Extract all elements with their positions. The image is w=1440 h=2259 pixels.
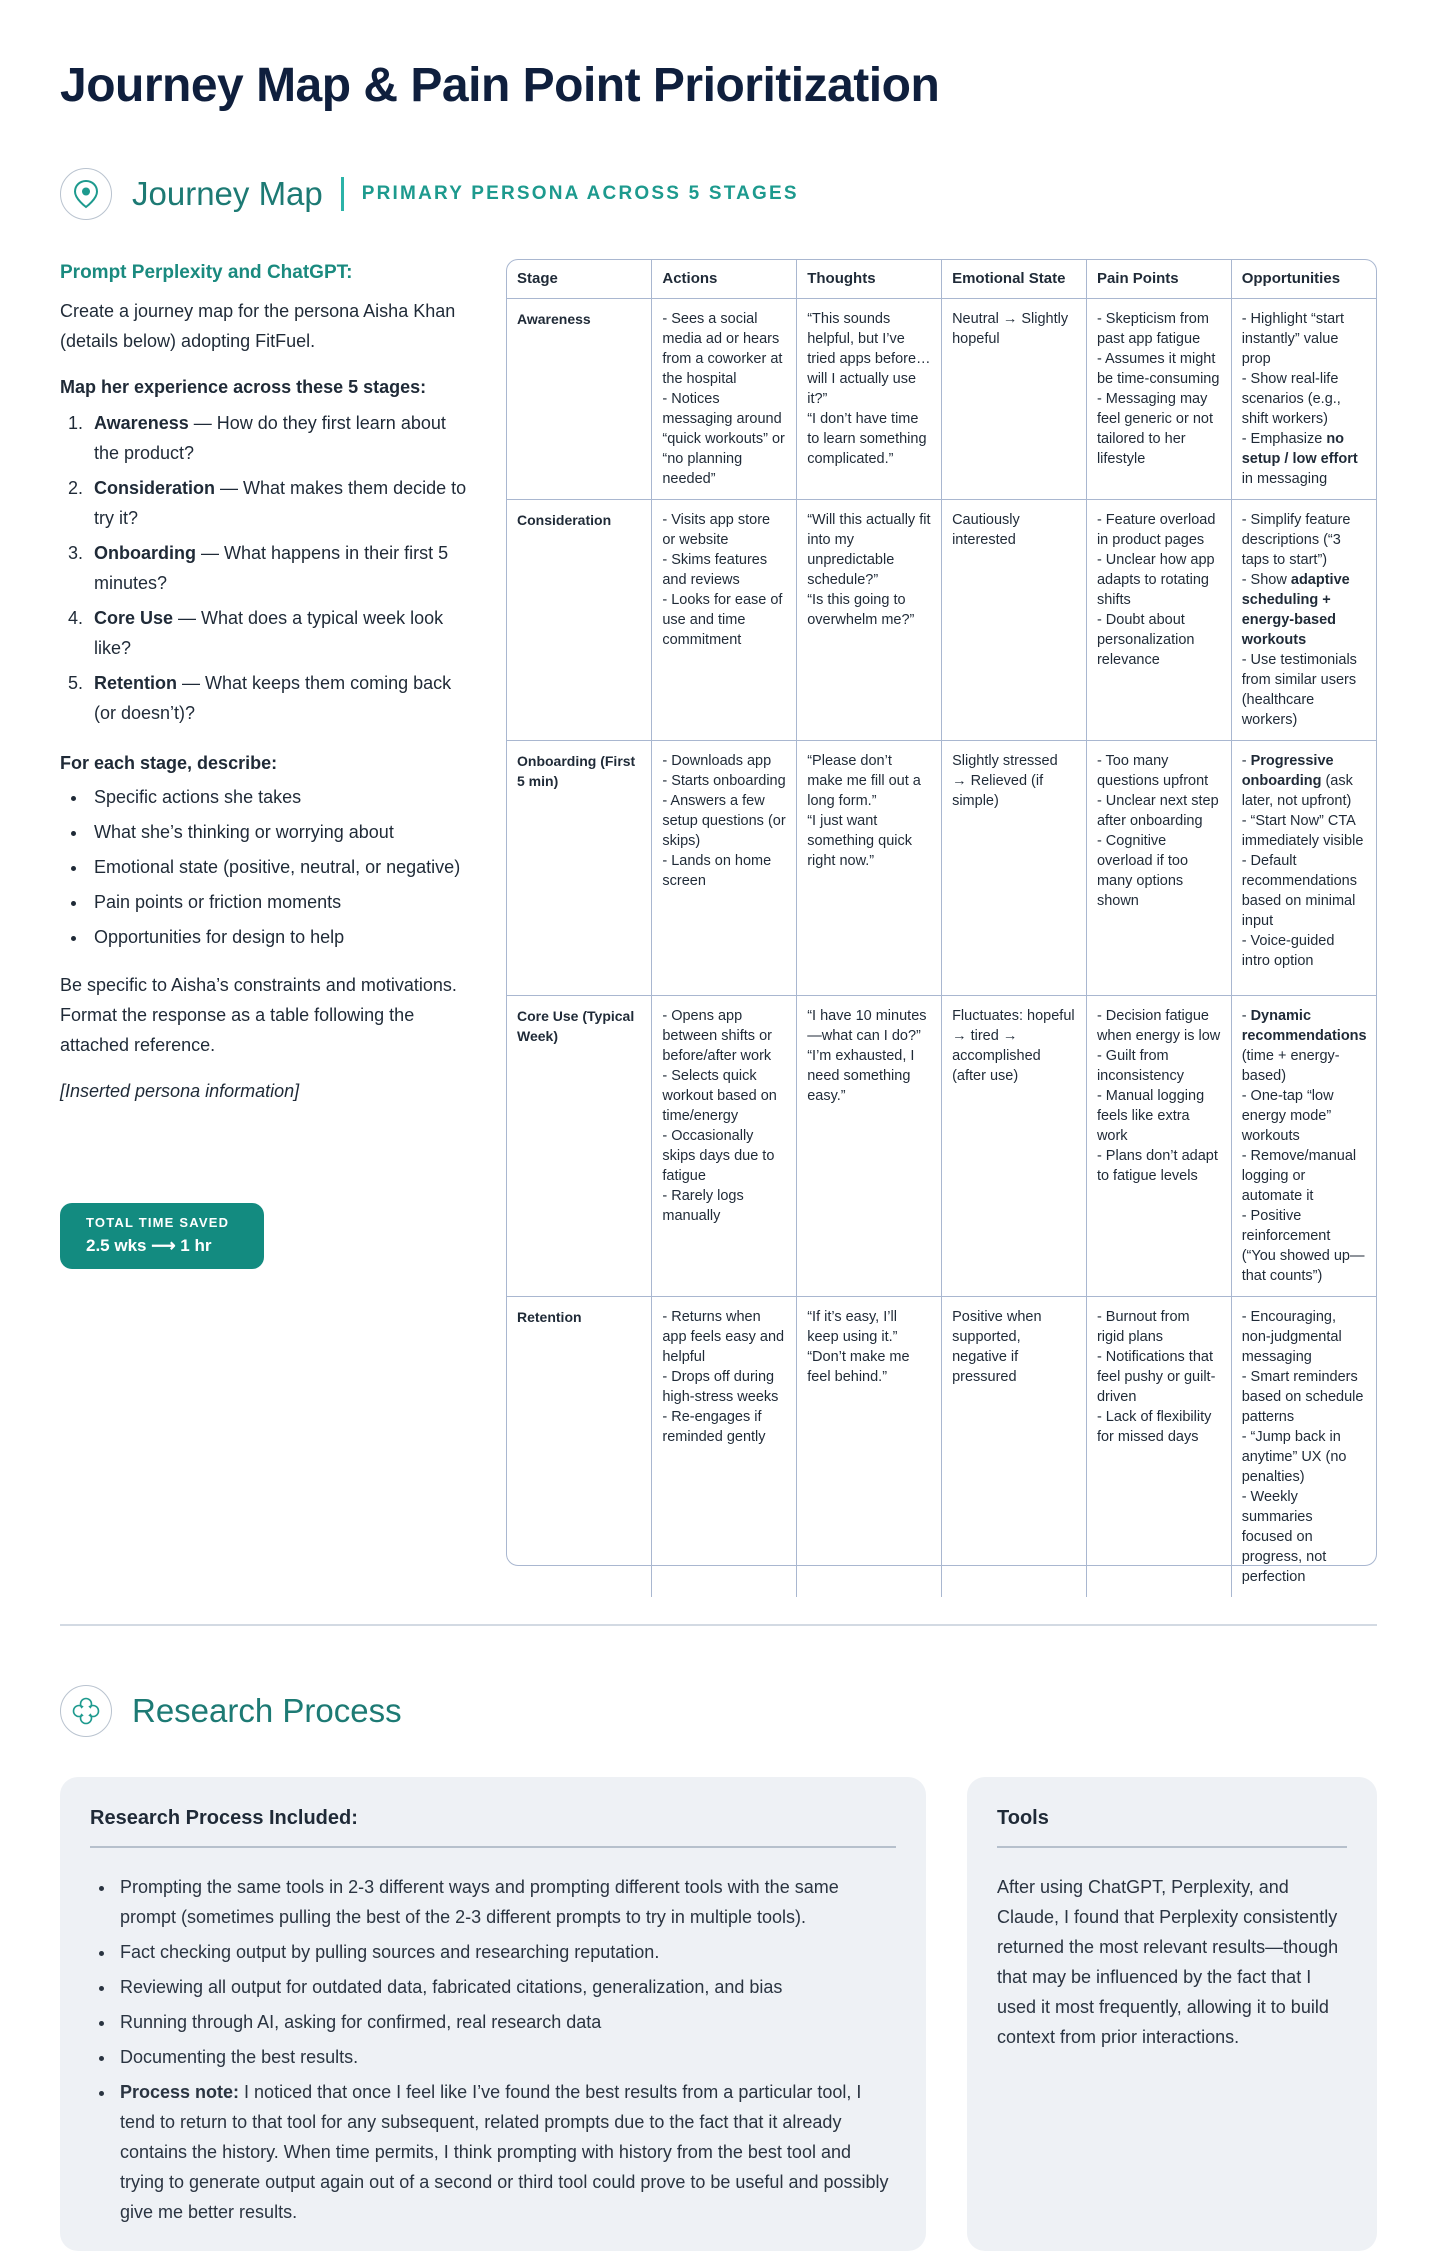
journey-map-subtitle: PRIMARY PERSONA ACROSS 5 STAGES xyxy=(361,183,799,204)
describe-heading: For each stage, describe: xyxy=(60,753,278,773)
actions-cell: - Downloads app - Starts onboarding - Answers a few setup questions (or skips) - Lands on home screen xyxy=(652,740,797,995)
research-section-header xyxy=(60,1685,402,1737)
stage-name: Consideration xyxy=(94,478,216,498)
table-row xyxy=(507,499,1376,740)
describe-item: • Specific actions she takes xyxy=(88,782,475,812)
badge-label: TOTAL TIME SAVED xyxy=(86,1215,230,1230)
research-list xyxy=(116,1872,896,2227)
emotion-cell: Slightly stressed → Relieved (if simple) xyxy=(942,740,1087,995)
research-process-title: Research Process xyxy=(132,1692,402,1729)
opportunities-cell: - Highlight “start instantly” value prop - Show real-life scenarios (e.g., shift workers) - Emphasize no setup / low effort in messaging xyxy=(1231,298,1376,499)
actions-cell: - Sees a social media ad or hears from a coworker at the hospital - Notices messaging around “quick workouts” or “no planning needed” xyxy=(652,298,797,499)
column-header: Stage xyxy=(507,260,652,298)
opportunities-cell: - Dynamic recommendations (time + energy-based) - One-tap “low energy mode” workouts - Remove/manual logging or automate it - Positive reinforcement (“You showed up—that counts”) xyxy=(1231,995,1376,1296)
stage-cell: Awareness xyxy=(507,298,652,499)
actions-cell: - Opens app between shifts or before/after work - Selects quick workout based on time/energy - Occasionally skips days due to fatigue - Rarely logs manually xyxy=(652,995,797,1296)
stage-name: Onboarding xyxy=(94,543,196,563)
badge-value: 2.5 wks ⟶ 1 hr xyxy=(86,1236,212,1255)
stage-question: — How do they first learn about the product? xyxy=(94,413,446,463)
table-row xyxy=(507,298,1376,499)
thoughts-cell: “Will this actually fit into my unpredictable schedule?” “Is this going to overwhelm me?” xyxy=(797,499,942,740)
location-pin-icon xyxy=(60,168,112,220)
thoughts-cell: “I have 10 minutes—what can I do?” “I’m exhausted, I need something easy.” xyxy=(797,995,942,1296)
thoughts-cell: “If it’s easy, I’ll keep using it.” “Don’t make me feel behind.” xyxy=(797,1296,942,1597)
actions-cell: - Visits app store or website - Skims features and reviews - Looks for ease of use and time commitment xyxy=(652,499,797,740)
research-item: • Running through AI, asking for confirmed, real research data xyxy=(116,2007,896,2037)
journey-map-table xyxy=(506,259,1377,1585)
prompt-closing: Be specific to Aisha’s constraints and motivations. Format the response as a table following the attached reference. xyxy=(60,975,457,1055)
prompt-column xyxy=(60,258,475,1122)
table-row xyxy=(507,1296,1376,1597)
stage-question: — What happens in their first 5 minutes? xyxy=(94,543,449,593)
stage-cell: Retention xyxy=(507,1296,652,1597)
card-rule xyxy=(997,1846,1347,1848)
research-item: • Documenting the best results. xyxy=(116,2042,896,2072)
inserted-persona-note: [Inserted persona information] xyxy=(60,1081,300,1101)
column-header: Pain Points xyxy=(1086,260,1231,298)
column-header: Thoughts xyxy=(797,260,942,298)
page-title: Journey Map & Pain Point Prioritization xyxy=(60,59,940,112)
tools-card xyxy=(967,1777,1377,2251)
prompt-intro: Create a journey map for the persona Aisha Khan (details below) adopting FitFuel. xyxy=(60,301,456,351)
pain-points-cell: - Feature overload in product pages - Unclear how app adapts to rotating shifts - Doubt about personalization relevance xyxy=(1086,499,1231,740)
stages-heading: Map her experience across these 5 stages: xyxy=(60,377,427,397)
section-separator xyxy=(60,1624,1377,1626)
tools-card-text: After using ChatGPT, Perplexity, and Claude, I found that Perplexity consistently returned the most relevant results—though that may be influenced by the fact that I used it most frequently, allowing it to build context from prior interactions. xyxy=(997,1876,1339,2047)
tools-card-title: Tools xyxy=(997,1807,1049,1829)
stage-cell: Consideration xyxy=(507,499,652,740)
stages-list xyxy=(88,408,475,728)
research-item: • Prompting the same tools in 2-3 different ways and prompting different tools with the same prompt (sometimes pulling the best of the 2-3 different prompts to try in multiple tools). xyxy=(116,1872,896,1932)
table-header-row xyxy=(507,260,1376,298)
research-process-card xyxy=(60,1777,926,2251)
research-card-title: Research Process Included: xyxy=(90,1807,358,1829)
stage-cell: Core Use (Typical Week) xyxy=(507,995,652,1296)
stage-name: Awareness xyxy=(94,413,189,433)
emotion-cell: Cautiously interested xyxy=(942,499,1087,740)
process-note-item xyxy=(116,2077,896,2227)
card-rule xyxy=(90,1846,896,1848)
table-row xyxy=(507,740,1376,995)
stage-name: Core Use xyxy=(94,608,174,628)
thoughts-cell: “This sounds helpful, but I’ve tried apps before… will I actually use it?” “I don’t have time to learn something complicated.” xyxy=(797,298,942,499)
pain-points-cell: - Skepticism from past app fatigue - Assumes it might be time-consuming - Messaging may feel generic or not tailored to her lifestyle xyxy=(1086,298,1231,499)
time-saved-badge xyxy=(60,1203,264,1269)
opportunities-cell: - Encouraging, non-judgmental messaging - Smart reminders based on schedule patterns - “Jump back in anytime” UX (no penalties) - Weekly summaries focused on progress, not perfection xyxy=(1241,1308,1364,1585)
research-item: • Fact checking output by pulling sources and researching reputation. xyxy=(116,1937,896,1967)
pain-points-cell: - Too many questions upfront - Unclear next step after onboarding - Cognitive overload if too many options shown xyxy=(1086,740,1231,995)
stage-item xyxy=(88,408,475,468)
thoughts-cell: “Please don’t make me fill out a long form.” “I just want something quick right now.” xyxy=(797,740,942,995)
pain-points-cell: - Burnout from rigid plans - Notifications that feel pushy or guilt-driven - Lack of flexibility for missed days xyxy=(1086,1296,1231,1597)
column-header: Emotional State xyxy=(942,260,1087,298)
flower-icon xyxy=(60,1685,112,1737)
opportunities-cell: - Progressive onboarding (ask later, not upfront) - “Start Now” CTA immediately visible - Default recommendations based on minimal input - Voice-guided intro option xyxy=(1231,740,1376,995)
stage-item xyxy=(88,603,475,663)
stage-item xyxy=(88,538,475,598)
stage-item xyxy=(88,473,475,533)
stage-question: — What does a typical week look like? xyxy=(94,608,444,658)
stage-name: Retention xyxy=(94,673,177,693)
column-header: Opportunities xyxy=(1231,260,1376,298)
research-item: • Reviewing all output for outdated data, fabricated citations, generalization, and bias xyxy=(116,1972,896,2002)
section-divider xyxy=(341,177,344,211)
prompt-heading: Prompt Perplexity and ChatGPT: xyxy=(60,262,353,283)
stage-item xyxy=(88,668,475,728)
describe-list xyxy=(88,782,475,952)
describe-item: • Emotional state (positive, neutral, or negative) xyxy=(88,852,475,882)
describe-item: • Pain points or friction moments xyxy=(88,887,475,917)
stage-cell: Onboarding (First 5 min) xyxy=(507,740,652,995)
process-note-text: I noticed that once I feel like I’ve found the best results from a particular tool, I tend to return to that tool for any subsequent, related prompts due to the fact that it already contains the history. When time permits, I think prompting with history from the best tool and trying to generate output again out of a second or third tool could prove to be useful and possibly give me better results. xyxy=(120,2081,889,2222)
stage-question: — What makes them decide to try it? xyxy=(94,478,467,528)
stage-question: — What keeps them coming back (or doesn’t)? xyxy=(94,673,452,723)
describe-item: • What she’s thinking or worrying about xyxy=(88,817,475,847)
table-row xyxy=(507,995,1376,1296)
process-note-label: Process note: xyxy=(120,2081,240,2102)
journey-map-title: Journey Map xyxy=(132,175,323,212)
describe-item: • Opportunities for design to help xyxy=(88,922,475,952)
emotion-cell: Positive when supported, negative if pressured xyxy=(942,1296,1087,1597)
opportunities-cell: - Simplify feature descriptions (“3 taps to start”) - Show adaptive scheduling + energy-based workouts - Use testimonials from similar users (healthcare workers) xyxy=(1231,499,1376,740)
pain-points-cell: - Decision fatigue when energy is low - Guilt from inconsistency - Manual logging feels like extra work - Plans don’t adapt to fatigue levels xyxy=(1086,995,1231,1296)
actions-cell: - Returns when app feels easy and helpful - Drops off during high-stress weeks - Re-engages if reminded gently xyxy=(652,1296,797,1597)
emotion-cell: Fluctuates: hopeful → tired → accomplished (after use) xyxy=(942,995,1087,1296)
column-header: Actions xyxy=(652,260,797,298)
emotion-cell: Neutral → Slightly hopeful xyxy=(942,298,1087,499)
journey-map-section-header xyxy=(60,168,799,220)
